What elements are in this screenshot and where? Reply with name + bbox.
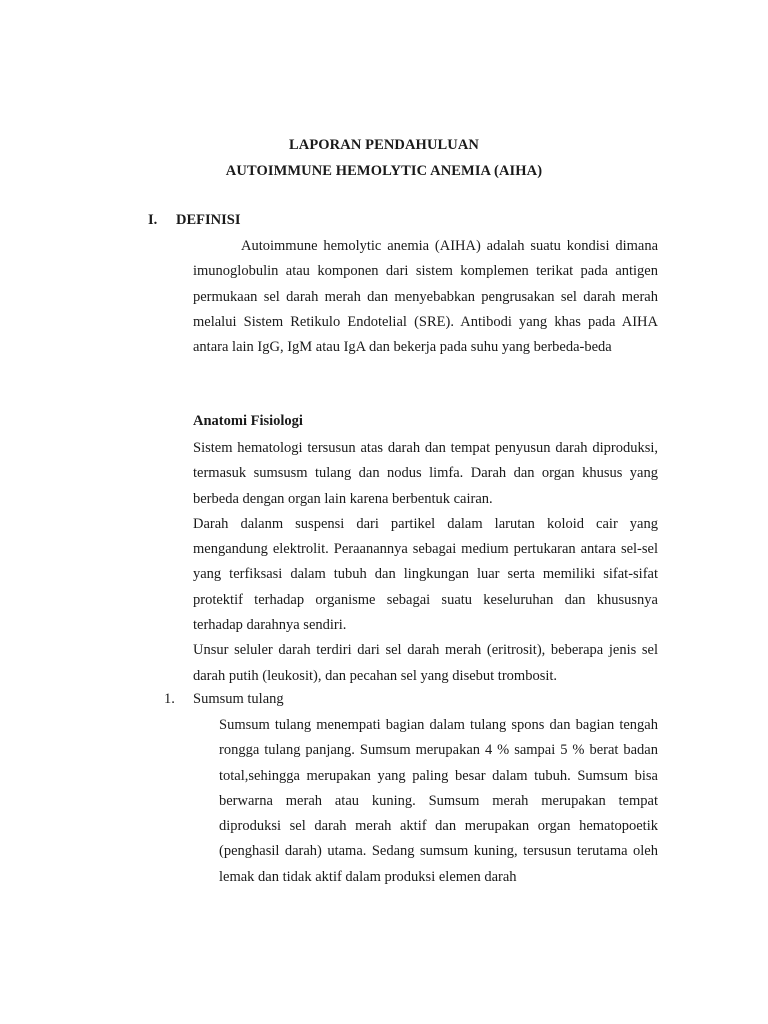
anatomy-heading: Anatomi Fisiologi [193, 413, 303, 429]
anatomy-paragraphs [193, 436, 658, 689]
anatomy-paragraph-3: Unsur seluler darah terdiri dari sel darah merah (eritrosit), beberapa jenis sel darah putih (leukosit), dan pecahan sel yang disebut trombosit. [193, 642, 658, 684]
sumsum-tulang-paragraph: Sumsum tulang menempati bagian dalam tulang spons dan bagian tengah rongga tulang panjang. Sumsum merupakan 4 % sampai 5 % berat badan total,sehingga merupakan yang paling besar dalam tubuh. Sumsum bisa berwarna merah atau kuning. Sumsum merah merupakan tempat diproduksi sel darah merah aktif dan merupakan organ hematopoetik (penghasil darah) utama. Sedang sumsum kuning, tersusun terutama oleh lemak dan tidak aktif dalam produksi elemen darah [219, 717, 658, 885]
anatomy-paragraph-2: Darah dalanm suspensi dari partikel dalam larutan koloid cair yang mengandung elektrolit. Peraanannya sebagai medium pertukaran antara sel-sel yang terfiksasi dalam tubuh dan lingkungan luar serta memiliki sifat-sifat protektif terhadap organisme sebagai suatu keseluruhan dan khususnya terhadap darahnya sendiri. [193, 515, 658, 634]
section-title: DEFINISI [176, 212, 241, 228]
anatomy-paragraph-1: Sistem hematologi tersusun atas darah dan tempat penyusun darah diproduksi, termasuk sumsusm tulang dan nodus limfa. Darah dan organ khusus yang berbeda dengan organ lain karena berbentuk cairan. [193, 440, 658, 507]
definition-paragraph-block [193, 234, 658, 360]
list-item-body [219, 713, 658, 890]
section-number: I. [148, 212, 158, 228]
title-line-2: AUTOIMMUNE HEMOLYTIC ANEMIA (AIHA) [225, 163, 543, 179]
title-line-1: LAPORAN PENDAHULUAN [289, 137, 479, 153]
definition-paragraph: Autoimmune hemolytic anemia (AIHA) adalah suatu kondisi dimana imunoglobulin atau komponen dari sistem komplemen terikat pada antigen permukaan sel darah merah dan menyebabkan pengrusakan sel darah merah melalui Sistem Retikulo Endotelial (SRE). Antibodi yang khas pada AIHA antara lain IgG, IgM atau IgA dan bekerja pada suhu yang berbeda-beda [193, 238, 658, 356]
list-item-number: 1. [164, 691, 175, 707]
list-item-label: Sumsum tulang [193, 691, 284, 707]
